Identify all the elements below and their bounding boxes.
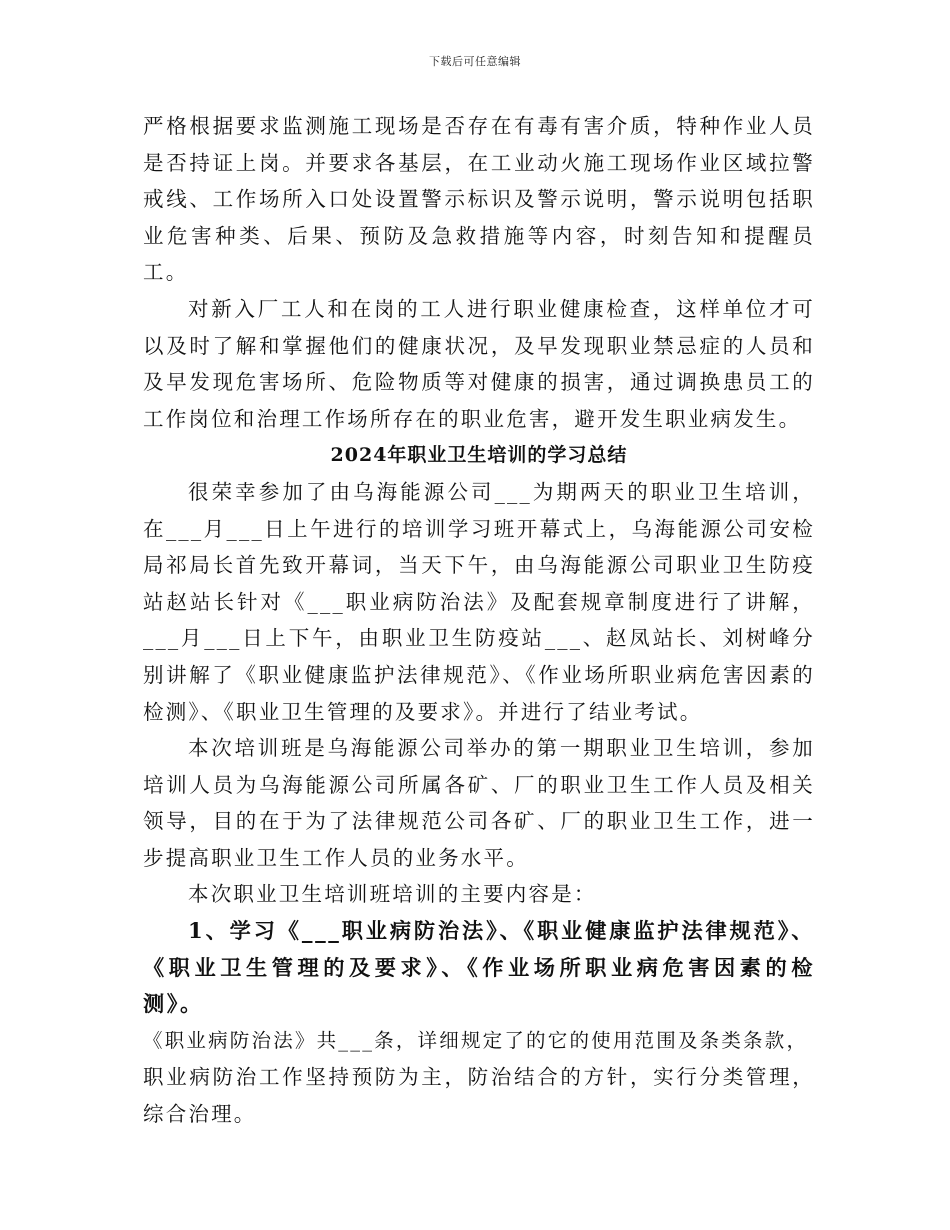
paragraph-occupational-hazard-warning: 严格根据要求监测施工现场是否存在有毒有害介质，特种作业人员是否持证上岗。并要求各基层，在工业动火施工现场作业区域拉警戒线、工作场所入口处设置警示标识及警示说明，警示说明包括职业危害种类、后果、预防及急救措施等内容，时刻告知和提醒员工。 (143, 114, 815, 285)
page-header: 下载后可任意编辑 (429, 55, 521, 68)
document-body (143, 108, 815, 1133)
paragraph-study-item-1: 1、学习《___职业病防治法》、《职业健康监护法律规范》、《职业卫生管理的及要求》、《作业场所职业病危害因素的检测》。 (143, 918, 815, 1017)
paragraph-main-content-intro: 本次职业卫生培训班培训的主要内容是： (188, 882, 597, 907)
paragraph-training-overview: 很荣幸参加了由乌海能源公司___为期两天的职业卫生培训，在___月___日上午进行的培训学习班开幕式上，乌海能源公司安检局祁局长首先致开幕词，当天下午，由乌海能源公司职业卫生防疫站赵站长针对《___职业病防治法》及配套规章制度进行了讲解，___月___日上下午，由职业卫生防疫站___、赵凤站长、刘树峰分别讲解了《职业健康监护法律规范》、《作业场所职业病危害因素的检测》、《职业卫生管理的及要求》。并进行了结业考试。 (143, 479, 815, 724)
paragraph-law-articles: 《职业病防治法》共___条，详细规定了的它的使用范围及条类条款， (143, 1028, 809, 1052)
paragraph-training-purpose: 本次培训班是乌海能源公司举办的第一期职业卫生培训，参加培训人员为乌海能源公司所属各矿、厂的职业卫生工作人员及相关领导，目的在于为了法律规范公司各矿、厂的职业卫生工作，进一步提高职业卫生工作人员的业务水平。 (143, 736, 815, 870)
paragraph-health-examination: 对新入厂工人和在岗的工人进行职业健康检查，这样单位才可以及时了解和掌握他们的健康状况，及早发现职业禁忌症的人员和及早发现危害场所、危险物质等对健康的损害，通过调换患员工的工作岗位和治理工作场所存在的职业危害，避开发生职业病发生。 (143, 296, 815, 431)
paragraph-prevention-policy: 职业病防治工作坚持预防为主，防治结合的方针，实行分类管理，综合治理。 (143, 1065, 815, 1127)
section-title: 2024年职业卫生培训的学习总结 (330, 444, 628, 467)
